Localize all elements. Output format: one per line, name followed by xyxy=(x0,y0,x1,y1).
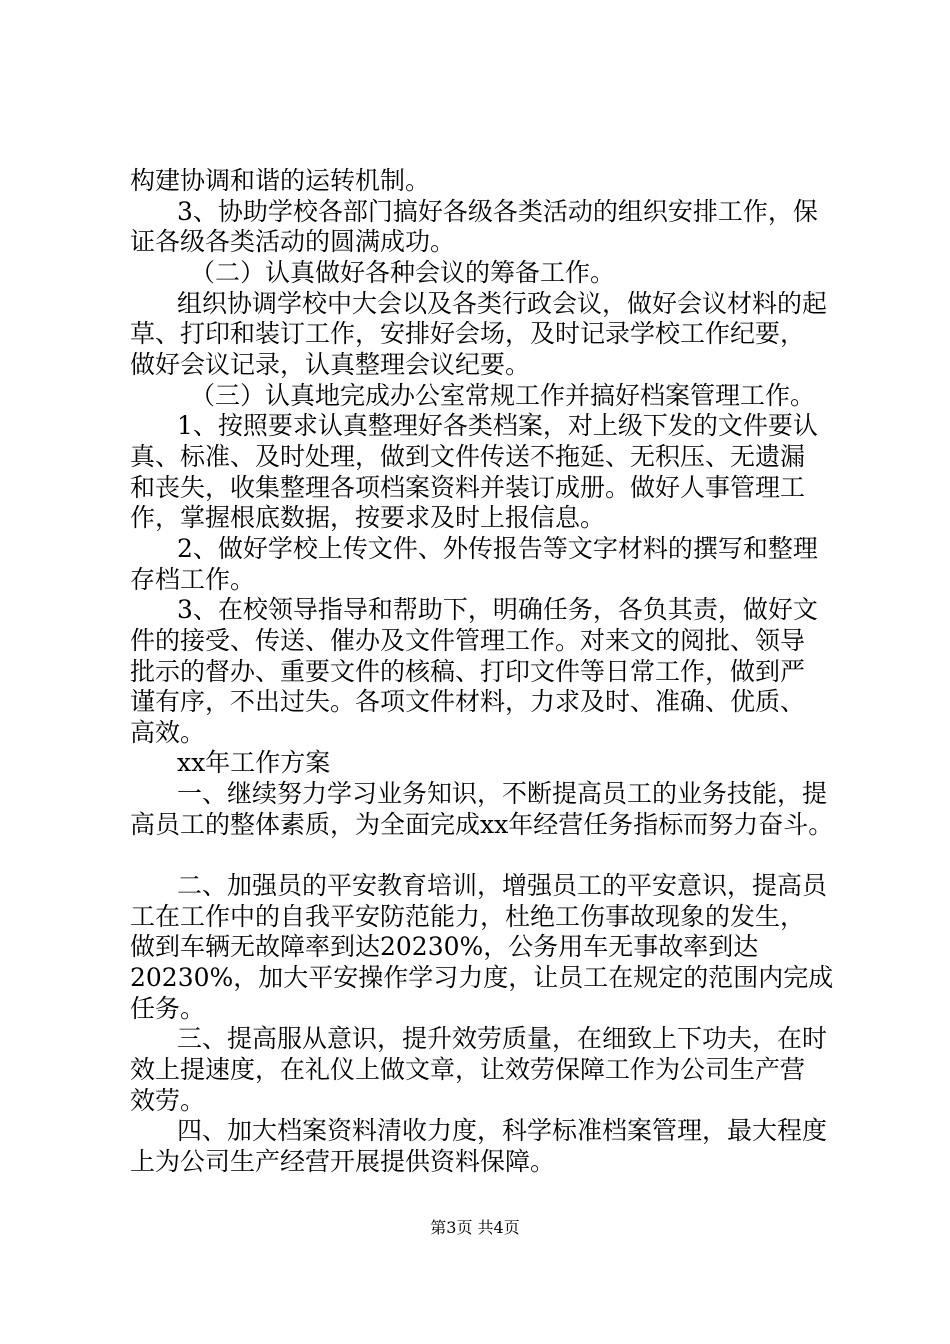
text-line: 和丧失，收集整理各项档案资料并装订成册。做好人事管理工 xyxy=(130,473,806,502)
text-line: 做到车辆无故障率到达20230%，公务用车无事故率到达 xyxy=(130,932,759,961)
text-line: 四、加大档案资料清收力度，科学标准档案管理，最大程度 xyxy=(177,1116,828,1145)
text-line: 组织协调学校中大会以及各类行政会议，做好会议材料的起 xyxy=(177,289,828,318)
text-line: 真、标准、及时处理，做到文件传送不拖延、无积压、无遗漏 xyxy=(130,442,806,471)
text-line: 1、按照要求认真整理好各类档案，对上级下发的文件要认 xyxy=(177,411,818,440)
text-line: 2、做好学校上传文件、外传报告等文字材料的撰写和整理 xyxy=(177,534,818,563)
text-line: 作，掌握根底数据，按要求及时上报信息。 xyxy=(130,503,606,532)
text-line: 3、协助学校各部门搞好各级各类活动的组织安排工作，保 xyxy=(177,197,818,226)
text-line: 20230%，加大平安操作学习力度，让员工在规定的范围内完成 xyxy=(130,963,834,992)
text-line: 高效。 xyxy=(130,718,206,747)
text-line: 上为公司生产经营开展提供资料保障。 xyxy=(130,1147,556,1176)
text-line: 效劳。 xyxy=(130,1086,206,1115)
text-line: 任务。 xyxy=(130,994,206,1023)
text-line: 高员工的整体素质，为全面完成xx年经营任务指标而努力奋斗。 xyxy=(130,810,834,839)
section-heading: （三）认真地完成办公室常规工作并搞好档案管理工作。 xyxy=(190,381,816,410)
text-line: 三、提高服从意识，提升效劳质量，在细致上下功夫，在时 xyxy=(177,1024,828,1053)
text-line: 3、在校领导指导和帮助下，明确任务，各负其责，做好文 xyxy=(177,595,818,624)
text-line: 一、继续努力学习业务知识，不断提高员工的业务技能，提 xyxy=(177,779,828,808)
section-heading: xx年工作方案 xyxy=(177,748,331,777)
text-line: 工在工作中的自我平安防范能力，杜绝工伤事故现象的发生， xyxy=(130,902,806,931)
text-line: 批示的督办、重要文件的核稿、打印文件等日常工作，做到严 xyxy=(130,657,806,686)
page-footer: 第3页 共4页 xyxy=(430,1218,520,1237)
text-line: 做好会议记录，认真整理会议纪要。 xyxy=(130,350,531,379)
text-line: 存档工作。 xyxy=(130,565,256,594)
text-line: 构建协调和谐的运转机制。 xyxy=(130,166,431,195)
section-heading: （二）认真做好各种会议的筹备工作。 xyxy=(190,258,616,287)
text-line: 草、打印和装订工作，安排好会场，及时记录学校工作纪要， xyxy=(130,319,806,348)
text-line: 件的接受、传送、催办及文件管理工作。对来文的阅批、领导 xyxy=(130,626,806,655)
text-line: 二、加强员的平安教育培训，增强员工的平安意识，提高员 xyxy=(177,871,828,900)
text-line: 证各级各类活动的圆满成功。 xyxy=(130,227,456,256)
text-line: 效上提速度，在礼仪上做文章，让效劳保障工作为公司生产营 xyxy=(130,1055,806,1084)
text-line: 谨有序，不出过失。各项文件材料，力求及时、准确、优质、 xyxy=(130,687,806,716)
